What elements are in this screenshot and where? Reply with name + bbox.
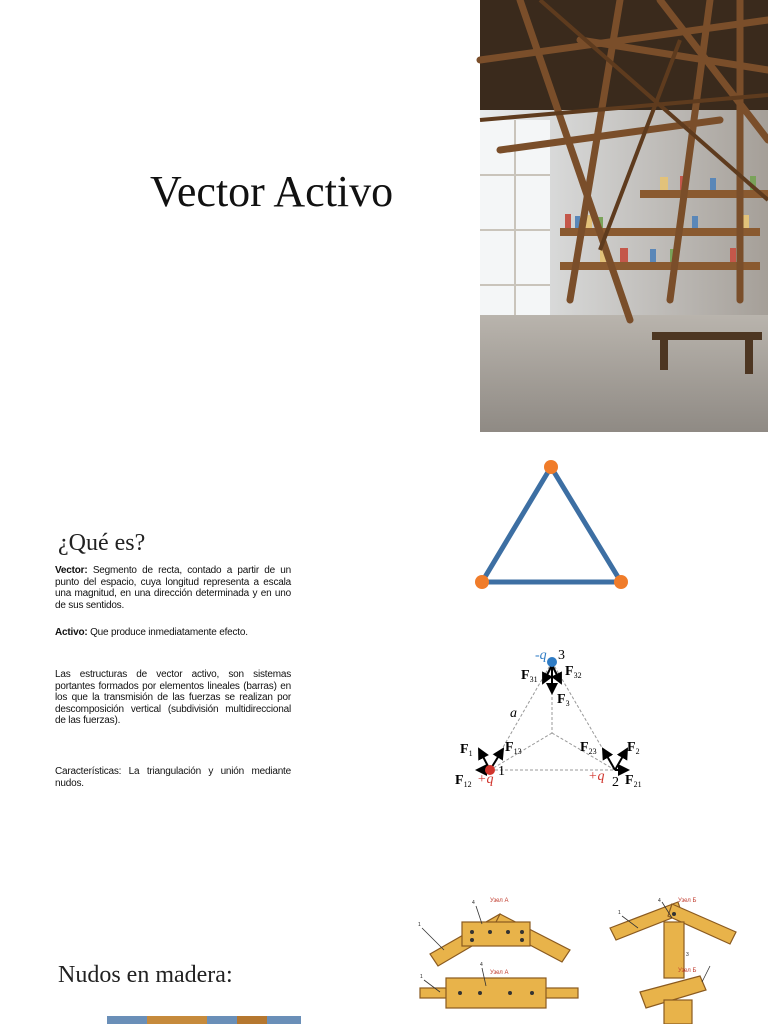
node-top <box>544 460 558 474</box>
label-f32: $F_{32}$ <box>565 664 582 680</box>
vector-text: Segmento de recta, contado a partir de un punto del espacio, cuya longitud representa a escala una magnitud, en una dirección determinada y en uno de sus sentidos. <box>55 565 291 611</box>
slide-title: Vector Activo <box>150 167 394 216</box>
svg-text:1: 1 <box>420 974 423 980</box>
node-left <box>475 575 489 589</box>
svg-text:1: 1 <box>418 922 421 928</box>
label-f21: $F_{21}$ <box>625 773 642 789</box>
svg-text:4: 4 <box>658 898 661 904</box>
joint-label-b2: Узел Б <box>678 968 697 974</box>
label-f1: $F_1$ <box>460 742 473 758</box>
que-es-heading: ¿Qué es? <box>58 530 146 556</box>
timber-library-photo <box>480 0 768 432</box>
joint-a-plate <box>462 922 530 946</box>
label-minus-q: -q <box>535 648 547 663</box>
activo-text: Que produce inmediatamente efecto. <box>87 627 248 638</box>
activo-label: Activo: <box>55 627 88 638</box>
vector-definition <box>55 565 291 611</box>
svg-text:4: 4 <box>472 900 475 906</box>
label-f2: $F_2$ <box>627 740 640 756</box>
label-node-1: 1 <box>498 764 505 779</box>
force-node-3 <box>547 657 557 667</box>
label-f31: $F_{31}$ <box>521 668 538 684</box>
timber-joints-drawing <box>410 892 746 1024</box>
caracteristicas-paragraph: Características: La triangulación y unión mediante nudos. <box>55 766 291 789</box>
joint-b2-post <box>664 1000 692 1024</box>
label-node-3: 3 <box>558 648 565 663</box>
label-f23: $F_{23}$ <box>580 740 597 756</box>
label-f13: $F_{13}$ <box>505 740 522 756</box>
label-f3: $F_3$ <box>557 692 570 708</box>
vector-label: Vector: <box>55 565 88 576</box>
svg-text:4: 4 <box>480 962 483 968</box>
triangle-diagram <box>470 455 635 595</box>
estructuras-paragraph: Las estructuras de vector activo, son sistemas portantes formados por elementos lineales (barras) en los que la transmisión de las fuerzas se realizan por descomposición vertical (subdivisión multidireccional de las fuerzas). <box>55 669 291 727</box>
timber-photo-thumbnail <box>107 1016 301 1024</box>
activo-definition <box>55 627 291 639</box>
force-diagram <box>455 645 642 795</box>
node-right <box>614 575 628 589</box>
joint-label-b: Узел Б <box>678 898 697 904</box>
joint-label-a: Узел А <box>490 898 509 904</box>
svg-text:1: 1 <box>618 910 621 916</box>
label-plus-q-right: +q <box>588 769 605 784</box>
label-node-2: 2 <box>612 775 619 790</box>
label-f12: $F_{12}$ <box>455 773 472 789</box>
nudos-heading: Nudos en madera: <box>58 962 233 988</box>
triangle-bars <box>482 467 621 582</box>
svg-text:3: 3 <box>686 952 689 958</box>
label-a: a <box>510 706 517 721</box>
joint-label-a2: Узел А <box>490 970 509 976</box>
label-plus-q-left: +q <box>477 772 494 787</box>
